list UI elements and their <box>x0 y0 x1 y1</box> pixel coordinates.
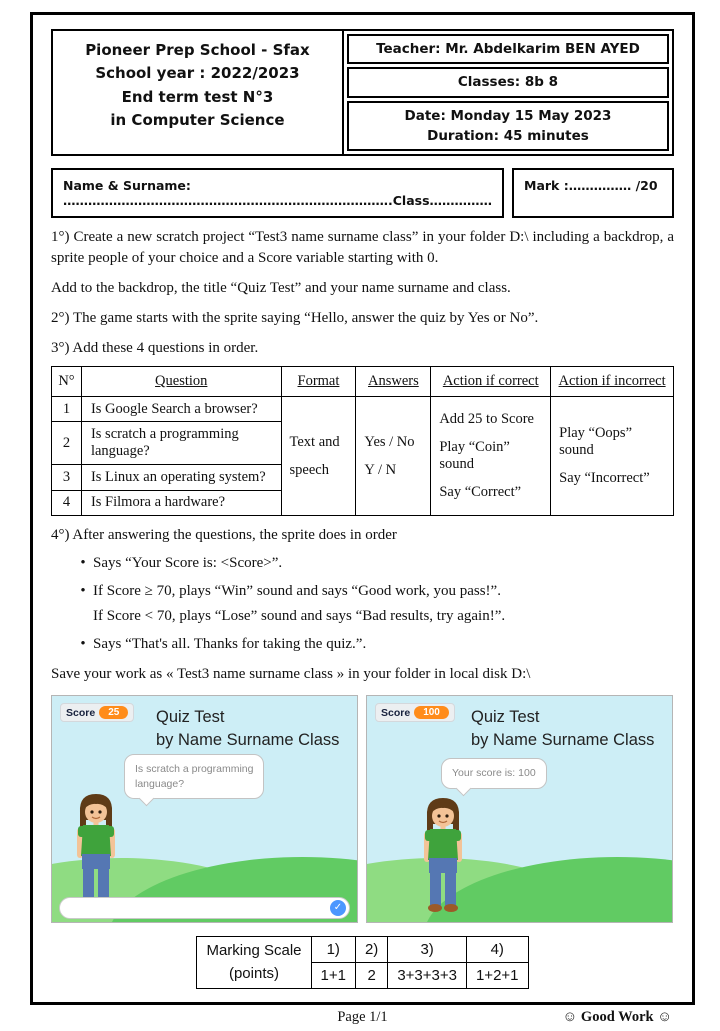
school-year: School year : 2022/2023 <box>95 64 300 83</box>
exam-header <box>51 29 674 156</box>
bubble-line2: language? <box>135 777 185 790</box>
stage-title-line2: by Name Surname Class <box>156 731 340 750</box>
answers-cell <box>356 397 431 516</box>
score-value-badge: 100 <box>414 706 449 719</box>
marking-col: 2) <box>355 937 387 963</box>
footer <box>51 1009 674 1031</box>
question-2: 2°) The game starts with the sprite saying “Hello, answer the quiz by Yes or No”. <box>51 310 539 326</box>
classes-box: Classes: 8b 8 <box>347 67 669 97</box>
bullet-text <box>93 581 505 627</box>
marking-col: 4) <box>466 937 528 963</box>
school-name: Pioneer Prep School - Sfax <box>85 41 310 59</box>
bullet-line: If Score < 70, plays “Lose” sound and says “Bad results, try again!”. <box>93 608 506 624</box>
marking-value: 1+1 <box>311 963 355 989</box>
marking-scale-table <box>196 936 528 989</box>
question-1: 1°) Create a new scratch project “Test3 name surname class” in your folder D:\ including a backdrop, a sprite people of your choice and a Score variable starting with 0. <box>51 229 674 266</box>
exam-meta <box>344 31 672 154</box>
stage-title-line1: Quiz Test <box>471 708 540 726</box>
stage-title <box>471 706 654 752</box>
row-question: Is Linux an operating system? <box>81 465 281 490</box>
correct-line: Play “Coin” sound <box>439 439 510 472</box>
row-num: 1 <box>52 397 82 422</box>
date-line: Date: Monday 15 May 2023 <box>404 107 612 124</box>
school-info <box>53 31 344 154</box>
test-subject: in Computer Science <box>110 110 285 129</box>
bullet-dot: • <box>80 555 86 571</box>
good-work-note: ☺ Good Work ☺ <box>562 1009 672 1025</box>
mark-field: Mark :…………… /20 <box>512 168 674 218</box>
incorrect-line: Say “Incorrect” <box>559 470 650 486</box>
stage-title <box>156 706 339 752</box>
girl-sprite <box>66 790 126 910</box>
marking-label <box>197 937 311 989</box>
name-mark-bar <box>51 168 674 218</box>
name-surname-field: Name & Surname: …………………………………………………………………….Class…………… <box>51 168 504 218</box>
save-instruction: Save your work as « Test3 name surname class » in your folder in local disk D:\ <box>51 666 531 682</box>
teacher-box: Teacher: Mr. Abdelkarim BEN AYED <box>347 34 669 64</box>
marking-col: 3) <box>388 937 467 963</box>
page-border <box>30 12 695 1025</box>
bullet-text: Says “Your Score is: <Score>”. <box>93 555 283 571</box>
marking-value: 2 <box>355 963 387 989</box>
score-label: Score <box>66 706 96 719</box>
row-num: 4 <box>52 490 82 515</box>
speech-bubble <box>124 754 264 799</box>
ask-input <box>59 897 350 919</box>
marking-label-line1: Marking Scale <box>206 942 302 959</box>
bullet-line: If Score ≥ 70, plays “Win” sound and says “Good work, you pass!”. <box>93 583 501 599</box>
duration-line: Duration: 45 minutes <box>427 127 589 144</box>
bullet-item <box>51 553 674 574</box>
marking-header-row <box>197 937 528 963</box>
bubble-line1: Is scratch a programming <box>135 763 254 775</box>
bullet-item <box>51 581 674 627</box>
bullet-dot: • <box>80 636 86 652</box>
row-question: Is Filmora a hardware? <box>81 490 281 515</box>
question-4: 4°) After answering the questions, the sprite does in order <box>51 527 397 543</box>
row-question: Is scratch a programming language? <box>81 422 281 465</box>
row-num: 3 <box>52 465 82 490</box>
questions-table <box>51 366 674 516</box>
format-cell <box>281 397 356 516</box>
col-correct: Action if correct <box>431 367 551 397</box>
marking-label-line2: (points) <box>228 964 279 982</box>
action-correct-cell <box>431 397 551 516</box>
scratch-stage-left <box>51 695 358 923</box>
row-question: Is Google Search a browser? <box>81 397 281 422</box>
stage-title-line1: Quiz Test <box>156 708 225 726</box>
col-incorrect: Action if incorrect <box>551 367 674 397</box>
question-3: 3°) Add these 4 questions in order. <box>51 340 259 356</box>
correct-line: Say “Correct” <box>439 484 522 500</box>
format-line: Text and <box>289 433 340 450</box>
answers-line: Y / N <box>364 461 397 478</box>
incorrect-line: Play “Oops” sound <box>559 425 633 458</box>
score-value-badge: 25 <box>99 706 128 719</box>
format-line: speech <box>289 461 329 478</box>
speech-bubble: Your score is: 100 <box>441 758 547 789</box>
marking-value: 1+2+1 <box>466 963 528 989</box>
check-icon: ✓ <box>330 900 346 916</box>
marking-value: 3+3+3+3 <box>388 963 467 989</box>
bullet-item <box>51 634 674 655</box>
scratch-stage-right <box>366 695 673 923</box>
score-label: Score <box>381 706 411 719</box>
question-1b: Add to the backdrop, the title “Quiz Test” and your name surname and class. <box>51 280 511 296</box>
date-duration-box <box>347 101 669 152</box>
bullet-text: Says “That's all. Thanks for taking the quiz.”. <box>93 636 367 652</box>
table-row <box>52 397 674 422</box>
page-number: Page 1/1 <box>337 1009 388 1025</box>
col-question: Question <box>81 367 281 397</box>
row-num: 2 <box>52 422 82 465</box>
col-answers: Answers <box>356 367 431 397</box>
correct-line: Add 25 to Score <box>439 411 534 427</box>
answers-line: Yes / No <box>364 433 415 450</box>
stage-title-line2: by Name Surname Class <box>471 731 655 750</box>
footer-divider <box>51 1003 674 1004</box>
action-incorrect-cell <box>551 397 674 516</box>
test-title: End term test N°3 <box>121 87 274 106</box>
marking-col: 1) <box>311 937 355 963</box>
girl-sprite <box>413 794 473 914</box>
col-format: Format <box>281 367 356 397</box>
table-header-row <box>52 367 674 397</box>
score-variable <box>375 703 455 722</box>
bullet-dot: • <box>80 583 86 599</box>
col-num: N° <box>52 367 82 397</box>
score-variable <box>60 703 134 722</box>
scratch-screenshots <box>51 695 674 923</box>
